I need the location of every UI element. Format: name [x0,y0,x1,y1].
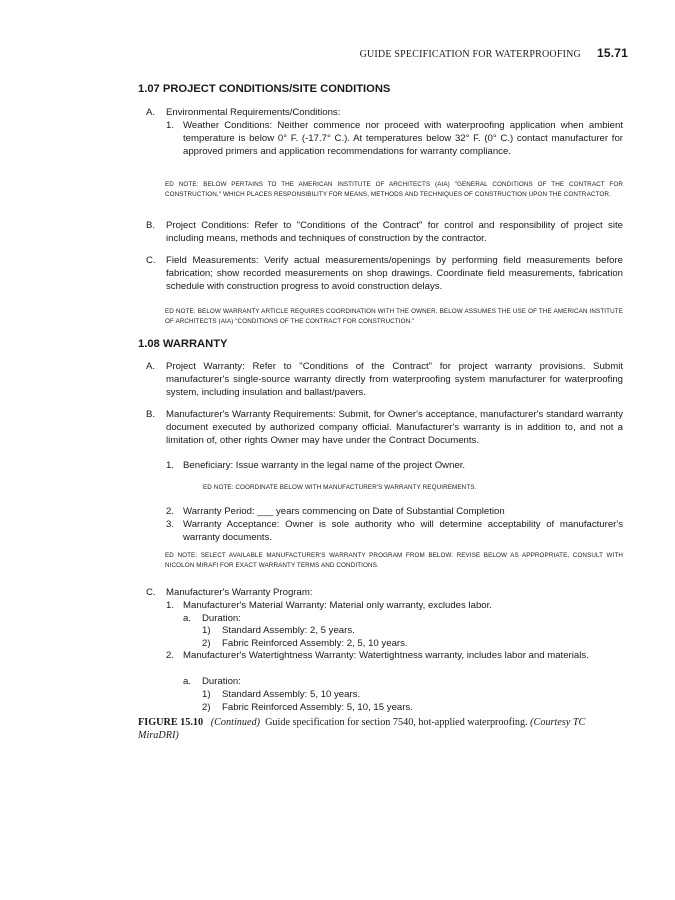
continued-label: (Continued) [210,717,260,728]
material-warranty-text: Manufacturer's Material Warranty: Material only warranty, excludes labor. [183,600,492,611]
sub-num: 1) [202,625,211,636]
item-num: 1. [166,120,175,131]
field-measurements-text: Field Measurements: Verify actual measurements/openings by performing field measurements before fabrication; show recorded measurements on shop drawings. Coordinate field measurements, fabrication schedule with construction progress to avoid construction delays. [166,255,623,293]
item-label-b: B. [146,409,156,420]
item-num: 2. [166,506,175,517]
figure-caption [138,716,628,742]
watertightness-warranty-text: Manufacturer's Watertightness Warranty: Watertightness warranty, includes labor and materials. [183,650,589,661]
project-conditions-text: Project Conditions: Refer to "Conditions of the Contract" for control and responsibility of project site including means, methods and techniques of construction by the contractor. [166,220,623,245]
beneficiary-text: Beneficiary: Issue warranty in the legal name of the project Owner. [183,460,466,471]
sub-label: a. [183,676,192,687]
duration-value: Fabric Reinforced Assembly: 5, 10, 15 years. [222,702,413,713]
item-label-c: C. [146,587,156,598]
sub-num: 2) [202,638,211,649]
sub-num: 1) [202,689,211,700]
ed-note: ED NOTE: SELECT AVAILABLE MANUFACTURER'S WARRANTY PROGRAM FROM BELOW. REVISE BELOW AS APPROPRIATE, CONSULT WITH NICOLON MIRAFI FOR EXACT WARRANTY TERMS AND CONDITIONS. [165,552,623,569]
item-label-a: A. [146,361,156,372]
item-label-b: B. [146,220,156,231]
ed-note: ED NOTE: COORDINATE BELOW WITH MANUFACTURER'S WARRANTY REQUIREMENTS. [203,484,477,491]
sub-num: 2) [202,702,211,713]
running-head-title: GUIDE SPECIFICATION FOR WATERPROOFING [359,49,581,60]
sub-label: a. [183,613,192,624]
weather-conditions-text: Weather Conditions: Neither commence nor proceed with waterproofing application when ambient temperature is below 0° F. (-17.7° C.). At temperatures below 32° F. (0° C.) contact manufacturer for approved primers and application recommendations for warranty compliance. [183,120,623,158]
duration-value: Standard Assembly: 5, 10 years. [222,689,361,700]
page-number: 15.71 [596,46,628,60]
item-num: 3. [166,519,175,530]
ed-note: ED NOTE: BELOW WARRANTY ARTICLE REQUIRES COORDINATION WITH THE OWNER. BELOW ASSUMES THE USE OF THE AMERICAN INSTITUTE OF ARCHITECTS (AIA) "CONDITIONS OF THE CONTRACT FOR CONSTRUCTION." [165,308,623,325]
item-num: 1. [166,460,175,471]
duration-label: Duration: [202,676,241,687]
section-heading-1-08: 1.08 WARRANTY [138,338,228,350]
item-label-c: C. [146,255,156,266]
figure-label: FIGURE 15.10 [138,717,204,728]
warranty-period-text: Warranty Period: ___ years commencing on Date of Substantial Completion [183,506,505,517]
warranty-program-text: Manufacturer's Warranty Program: [166,587,313,598]
item-label-a: A. [146,107,156,118]
warranty-acceptance-text: Warranty Acceptance: Owner is sole authority who will determine acceptability of manufacturer's warranty documents. [183,519,623,544]
item-num: 2. [166,650,175,661]
duration-value: Standard Assembly: 2, 5 years. [222,625,355,636]
running-head [360,46,628,60]
caption-text: Guide specification for section 7540, hot-applied waterproofing. [265,717,528,728]
item-text-a: Environmental Requirements/Conditions: [166,107,341,118]
courtesy-text: (Courtesy TC MiraDRI) [138,717,586,741]
ed-note: ED NOTE: BELOW PERTAINS TO THE AMERICAN INSTITUTE OF ARCHITECTS (AIA) "GENERAL CONDITIONS OF THE CONTRACT FOR CONSTRUCTION," WHICH PLACES RESPONSIBILITY FOR MEANS, METHODS AND TECHNIQUES OF CONSTRUCTION UPON THE CONTRACTOR. [165,181,623,198]
manufacturers-warranty-requirements-text: Manufacturer's Warranty Requirements: Submit, for Owner's acceptance, manufacturer's standard warranty document executed by authorized company official. Manufacturer's warranty is in addition to, and not a limitation of, other rights Owner may have under the Contract Documents. [166,409,623,447]
section-heading-1-07: 1.07 PROJECT CONDITIONS/SITE CONDITIONS [138,83,391,95]
item-num: 1. [166,600,175,611]
project-warranty-text: Project Warranty: Refer to "Conditions of the Contract" for project warranty provisions. Submit manufacturer's single-source warranty directly from waterproofing system manufacturer for waterproofing system, including insulation and ballast/pavers. [166,361,623,399]
duration-value: Fabric Reinforced Assembly: 2, 5, 10 years. [222,638,408,649]
duration-label: Duration: [202,613,241,624]
